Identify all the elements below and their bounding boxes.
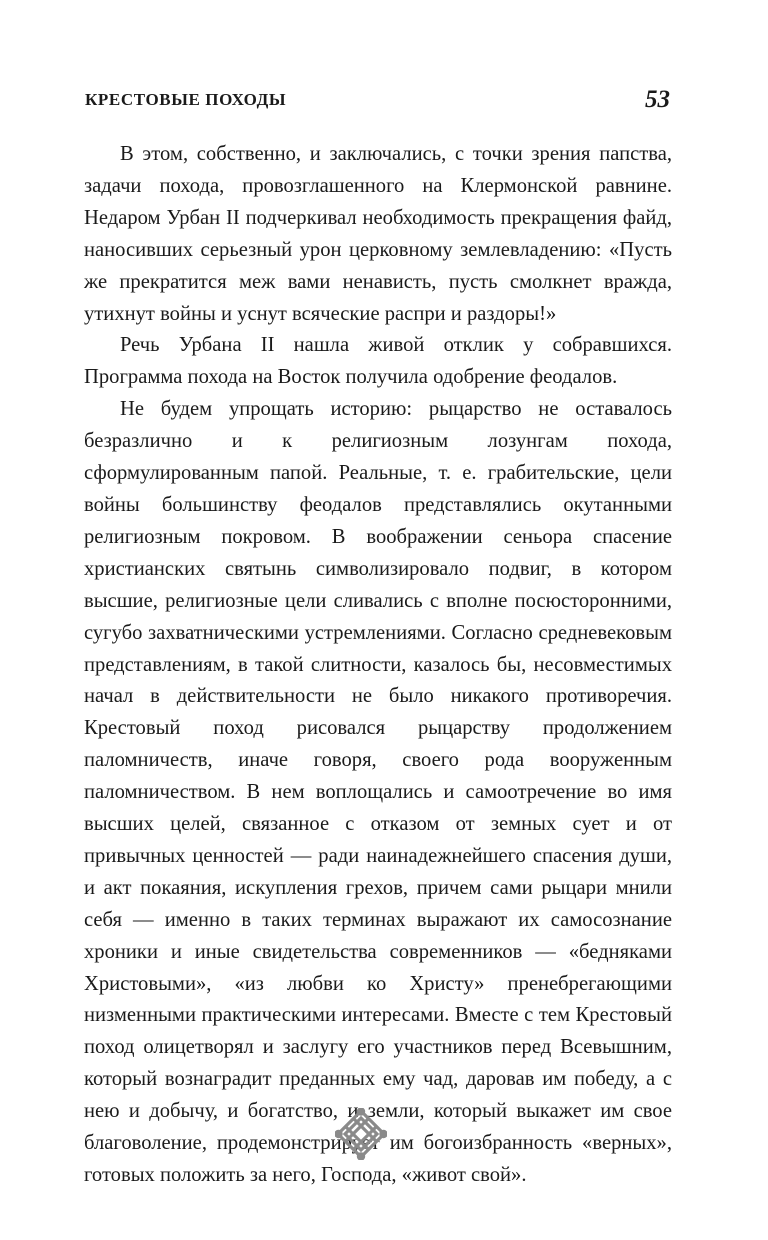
page-text — [84, 139, 672, 1192]
paragraph: Не будем упрощать историю: рыцарство не оставалось безразлично и к религиозным лозунгам похода, сформулированным папой. Реальные, т. е. грабительские, цели войны большинству феодалов представлялись окутанными религиозным покровом. В воображении сеньора спасение христианских святынь символизировало подвиг, в котором высшие, религиозные цели сливались с вполне посюсторонними, сугубо захватническими устремлениями. Согласно средневековым представлениям, в такой слитности, казалось бы, несовместимых начал в действительности не было никакого противоречия. Крестовый поход рисовался рыцарству продолжением паломничеств, иначе говоря, своего рода вооруженным паломничеством. В нем воплощались и самоотречение во имя высших целей, связанное с отказом от земных сует и от привычных ценностей — ради наинадежнейшего спасения души, и акт покаяния, искупления грехов, причем сами рыцари мнили себя — именно в таких терминах выражают их самосознание хроники и иные свидетельства современников — «бедняками Христовыми», «из любви ко Христу» пренебрегающими низменными практическими интересами. Вместе с тем Крестовый поход олицетворял и заслугу его участников перед Всевышним, который вознаградит преданных ему чад, даровав им победу, а с нею и добычу, и богатство, и земли, который выкажет им свое благоволение, продемонстрирует им богоизбранность «верных», готовых положить за него, Господа, «живот свой». — [84, 398, 672, 1186]
page-number: 53 — [645, 86, 670, 113]
knot-ornament-icon — [335, 1108, 387, 1160]
running-title: КРЕСТОВЫЕ ПОХОДЫ — [85, 90, 287, 109]
paragraph: В этом, собственно, и заключались, с точки зрения папства, задачи похода, провозглашенного на Клермонской равнине. Недаром Урбан II подчеркивал необходимость прекращения файд, наносивших серьезный урон церковному землевладению: «Пусть же прекратится меж вами ненависть, пусть смолкнет вражда, утихнут войны и уснут всяческие распри и раздоры!» — [84, 143, 672, 325]
paragraph: Речь Урбана II нашла живой отклик у собравшихся. Программа похода на Восток получила одобрение феодалов. — [84, 334, 672, 389]
